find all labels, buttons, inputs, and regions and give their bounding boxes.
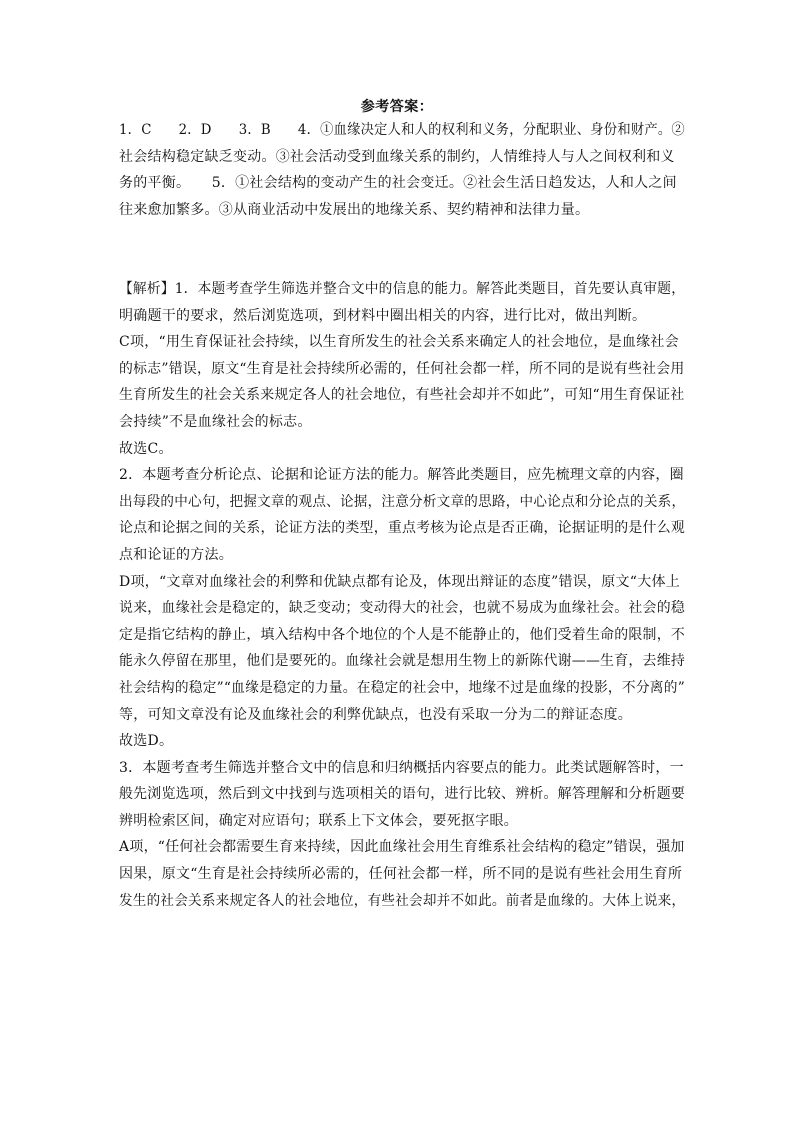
analysis-line: C项，“用生育保证社会持续，以生育所发生的社会关系来确定人的社会地位，是血缘社会 — [119, 334, 679, 351]
answers-line: 1．C 2．D 3．B 4．①血缘决定人和人的权利和义务，分配职业、身份和财产。② — [119, 122, 685, 138]
analysis-line: 的标志”错误，原文“生育是社会持续所必需的，任何社会都一样，所不同的是说有些社会用 — [119, 360, 685, 377]
analysis-line: 因果，原文“生育是社会持续所必需的，任何社会都一样，所不同的是说有些社会用生育所 — [119, 866, 683, 883]
analysis-line: 出每段的中心句，把握文章的观点、论据，注意分析文章的思路，中心论点和分论点的关系， — [119, 493, 686, 510]
analysis-line: 会持续”不是血缘社会的标志。 — [119, 413, 312, 430]
answers-line: 务的平衡。 5．①社会结构的变动产生的社会变迁。②社会生活日趋发达，人和人之间 — [119, 175, 677, 192]
analysis-line: 发生的社会关系来规定各人的社会地位，有些社会却并不如此。前者是血缘的。大体上说来， — [119, 892, 686, 909]
analysis-line: 定是指它结构的静止，填入结构中各个地位的个人是不能静止的，他们受着生命的限制，不 — [119, 626, 686, 643]
answers-line: 往来愈加繁多。③从商业活动中发展出的地缘关系、契约精神和法律力量。 — [119, 201, 590, 218]
answers-section — [119, 117, 685, 223]
answers-line: 社会结构稳定缺乏变动。③社会活动受到血缘关系的制约，人情维持人与人之间权利和义 — [119, 148, 675, 165]
analysis-line: 故选C。 — [119, 440, 173, 457]
analysis-line: 点和论证的方法。 — [119, 546, 233, 563]
analysis-line: 论点和论据之间的关系，论证方法的类型，重点考核为论点是否正确，论据证明的是什么观 — [119, 520, 686, 537]
analysis-line: 能永久停留在那里，他们是要死的。血缘社会就是想用生物上的新陈代谢——生育，去维持 — [119, 653, 686, 670]
analysis-line: 3．本题考查考生筛选并整合文中的信息和归纳概括内容要点的能力。此类试题解答时，一 — [119, 759, 684, 776]
analysis-section — [119, 276, 685, 914]
analysis-line: D项，“文章对血缘社会的利弊和优缺点都有论及，体现出辩证的态度”错误，原文“大体上 — [119, 573, 680, 590]
analysis-line: 2．本题考查分析论点、论据和论证方法的能力。解答此类题目，应先梳理文章的内容，圈 — [119, 467, 684, 484]
answer-key-title: 参考答案： — [360, 99, 434, 115]
analysis-line: 辨明检索区间，确定对应语句；联系上下文体会，要死抠字眼。 — [119, 812, 518, 829]
analysis-line: 等，可知文章没有论及血缘社会的利弊优缺点，也没有采取一分为二的辩证态度。 — [119, 706, 632, 723]
analysis-line: 故选D。 — [119, 733, 174, 750]
analysis-line: 明确题干的要求，然后浏览选项，到材料中圈出相关的内容，进行比对，做出判断。 — [119, 307, 647, 324]
analysis-line: 社会结构的稳定”“血缘是稳定的力量。在稳定的社会中，地缘不过是血缘的投影，不分离的” — [119, 679, 685, 696]
analysis-line: A项，“任何社会都需要生育来持续，因此血缘社会用生育维系社会结构的稳定”错误，强加 — [119, 839, 685, 856]
analysis-line: 【解析】1．本题考查学生筛选并整合文中的信息的能力。解答此类题目，首先要认真审题， — [119, 281, 686, 297]
analysis-line: 般先浏览选项，然后到文中找到与选项相关的语句，进行比较、辨析。解答理解和分析题要 — [119, 786, 686, 803]
analysis-line: 说来，血缘社会是稳定的，缺乏变动；变动得大的社会，也就不易成为血缘社会。社会的稳 — [119, 600, 686, 617]
analysis-line: 生育所发生的社会关系来规定各人的社会地位，有些社会却并不如此”，可知“用生育保证社 — [119, 387, 685, 404]
